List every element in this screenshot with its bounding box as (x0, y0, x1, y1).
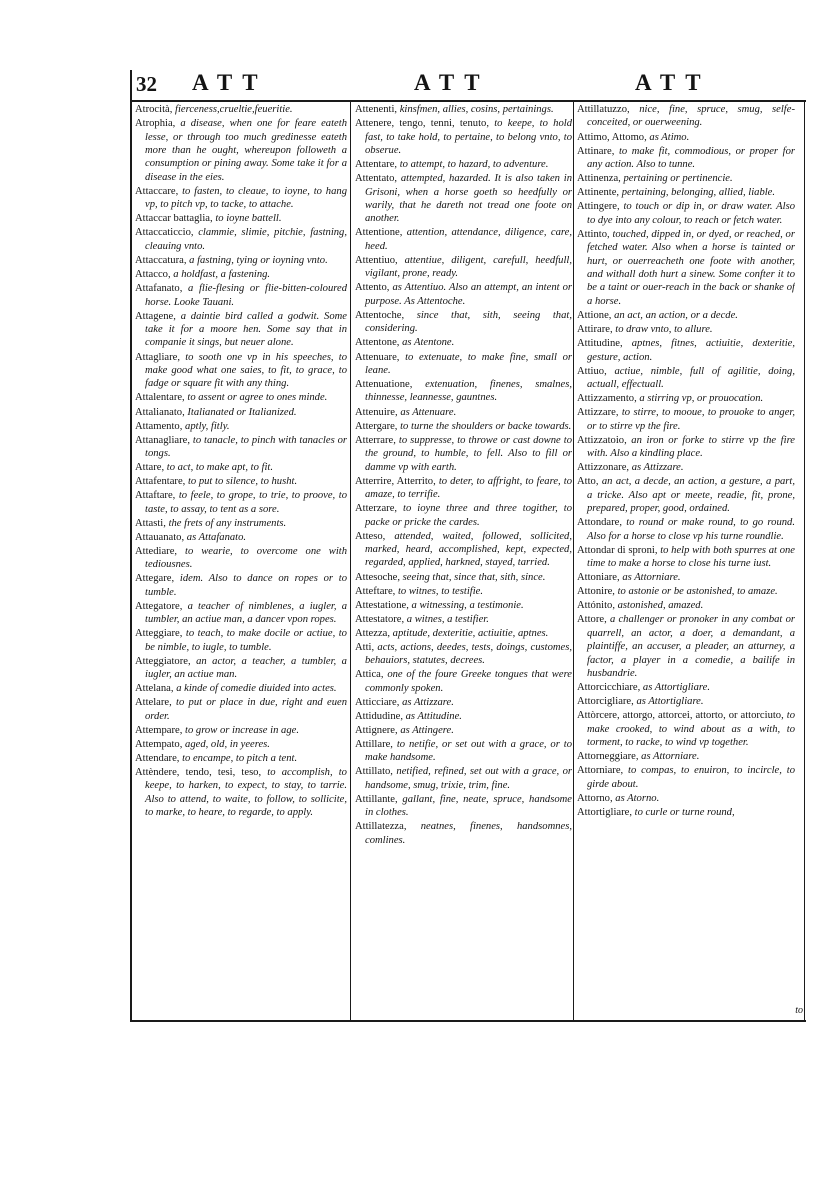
headword: Attelare, (135, 697, 172, 709)
dictionary-entry (577, 544, 795, 571)
definition: to curle or turne round, (634, 806, 735, 818)
definition: to put or place in due, right and euen order. (145, 697, 347, 722)
definition: fierceness,crueltie,feueritie. (175, 104, 293, 115)
definition: to stirre, to mooue, to prouoke to anger, or to stirre vp the fire. (587, 407, 795, 432)
headword: Attamento, (135, 420, 183, 432)
dictionary-entry (355, 724, 572, 737)
definition: pertaining or pertinencie. (623, 173, 733, 185)
dictionary-entry (355, 668, 572, 695)
headword: Attidudine, (355, 710, 403, 722)
headword: Attirare, (577, 324, 613, 335)
dictionary-entry (355, 117, 572, 157)
headword: Attica, (355, 669, 384, 681)
page-number: 32 (136, 72, 157, 96)
headword: Attalentare, (135, 392, 185, 404)
dictionary-entry (577, 323, 795, 336)
definition: one of the foure Greeke tongues that were commonly spoken. (365, 669, 572, 694)
dictionary-entry (577, 792, 795, 805)
headword: Attesoche, (355, 571, 401, 583)
definition: clammie, slimie, pitchie, fastning, cleauing vnto. (145, 227, 347, 252)
headword: Atrophia, (135, 118, 176, 130)
definition: to attempt, to hazard, to adventure. (399, 159, 549, 170)
headword: Attasti, (135, 517, 166, 529)
dictionary-entry (135, 475, 347, 488)
definition: to extenuate, to make fine, small or leane. (365, 351, 572, 376)
dictionary-entry (355, 103, 572, 116)
headword: Atterrire, Atterrito, (355, 475, 436, 487)
headword: Attinare, (577, 145, 615, 157)
definition: a holdfast, a fastening. (173, 269, 271, 280)
headword: Attentione, (355, 227, 403, 239)
dictionary-entry (355, 710, 572, 723)
dictionary-entry (577, 309, 795, 322)
dictionary-entry (135, 766, 347, 820)
dictionary-entry (577, 585, 795, 598)
dictionary-entry (355, 765, 572, 792)
dictionary-entry (577, 365, 795, 392)
definition: a disease, when one for feare eateth lesse, or through too much gredinesse eateth more than he ought, whereupon followeth a consumption or pining away. Some take it for a disease in the eies. (145, 118, 347, 183)
headword: Attinenza, (577, 173, 621, 185)
definition: as Attorniare. (641, 751, 700, 763)
definition: attentiue, diligent, carefull, heedfull, vigilant, prone, ready. (365, 254, 572, 280)
headword: Attizzare, (577, 407, 619, 419)
column-3 (577, 103, 795, 1018)
dictionary-entry (135, 391, 347, 404)
headword: Attentato, (355, 173, 398, 185)
headword: Attenenti, (355, 104, 398, 115)
definition: an iron or forke to stirre vp the fire with. Also a kindling place. (587, 434, 795, 460)
running-title-left: ATT (192, 70, 268, 95)
definition: to suppresse, to throwe or cast downe to the ground, to humble, to fell. Also to fill or damme vp with earth. (365, 434, 572, 473)
headword: Attónito, (577, 600, 615, 612)
headword: Attenere, tengo, tenni, tenuto, (355, 118, 489, 130)
headword: Attinto, (577, 228, 610, 240)
headword: Atti, (355, 641, 375, 653)
column-rule-1 (350, 100, 351, 1022)
definition: a daintie bird called a godwit. Some take it for a moore hen. Some say that in companie it sings, but neuer alone. (145, 310, 347, 349)
definition: to touch or dip in, or draw water. Also to dye into any colour, to reach or fetch water. (587, 201, 795, 226)
headword: Attoniare, (577, 572, 620, 584)
definition: actiue, nimble, full of agilitie, doing, actuall, effectuall. (587, 365, 795, 390)
definition: an act, a decde, an action, a gesture, a part, a tricke. Also apt or meete, readie, fit, prone, prepared, proper, good, ordained. (587, 476, 795, 515)
definition: to assent or agree to ones minde. (187, 392, 328, 404)
dictionary-entry (135, 682, 347, 695)
headword: Attagene, (135, 310, 176, 322)
headword: Attizzonare, (577, 462, 630, 474)
dictionary-entry (577, 764, 795, 791)
headword: Attempato, (135, 738, 183, 750)
dictionary-entry (135, 572, 347, 599)
dictionary-entry (135, 696, 347, 723)
dictionary-entry (577, 103, 795, 130)
definition: to encampe, to pitch a tent. (182, 752, 298, 764)
headword: Attafentare, (135, 476, 186, 488)
column-rule-2 (573, 100, 574, 1022)
headword: Attenuire, (355, 406, 398, 418)
dictionary-entry (355, 309, 572, 336)
dictionary-entry (135, 655, 347, 682)
headword: Attonire, (577, 586, 615, 598)
definition: aged, old, in yeeres. (185, 738, 270, 750)
dictionary-entry (355, 172, 572, 226)
definition: aptitude, dexteritie, actiuitie, aptnes. (392, 627, 549, 639)
dictionary-entry (577, 228, 795, 309)
headword: Attento, (355, 282, 390, 294)
headword: Attalianato, (135, 406, 185, 418)
dictionary-entry (135, 752, 347, 765)
definition: gallant, fine, neate, spruce, handsome in clothes. (365, 793, 572, 819)
definition: Italianated or Italianized. (187, 406, 297, 418)
headword: Attestatione, (355, 599, 409, 611)
dictionary-entry (577, 392, 795, 405)
headword: Attondare, (577, 517, 623, 529)
definition: as Attizzare. (631, 462, 684, 474)
dictionary-entry (577, 434, 795, 461)
definition: as Attorniare. (622, 572, 681, 584)
dictionary-entry (355, 585, 572, 598)
definition: as Attentiuo. Also an attempt, an intent or purpose. As Attentoche. (365, 282, 572, 307)
definition: to keepe, to hold fast, to take hold, to pertaine, to belong vnto, to obserue. (365, 118, 572, 156)
dictionary-entry (135, 185, 347, 212)
dictionary-entry (135, 627, 347, 654)
definition: aptly, fitly. (185, 420, 230, 432)
left-border-rule (130, 70, 132, 1022)
headword: Attagliare, (135, 351, 181, 363)
dictionary-entry (577, 695, 795, 708)
headword: Attendare, (135, 752, 180, 764)
definition: as Atorno. (615, 792, 660, 804)
definition: attended, waited, followed, sollicited, marked, heard, accomplished, kept, expected, regarded, applied, harkned, stayed, tarried. (365, 530, 572, 569)
headword: Attentone, (355, 337, 400, 349)
dictionary-entry (135, 461, 347, 474)
dictionary-entry (355, 530, 572, 570)
headword: Attanagliare, (135, 434, 191, 446)
dictionary-entry (577, 406, 795, 433)
headword: Attòrcere, attorgo, attorcei, attorto, or attorciuto, (577, 710, 784, 722)
dictionary-entry (577, 172, 795, 185)
definition: to turne the shoulders or backe towards. (400, 420, 572, 432)
definition: as Attenuare. (400, 406, 457, 418)
dictionary-entry (135, 268, 347, 281)
dictionary-entry (577, 709, 795, 749)
headword: Attare, (135, 462, 165, 474)
headword: Attizzatoio, (577, 434, 627, 446)
dictionary-entry (135, 117, 347, 184)
headword: Attegatore, (135, 600, 183, 612)
definition: to feele, to grope, to trie, to proove, to taste, to assay, to tent as a sore. (145, 490, 347, 515)
running-title-center: ATT (414, 70, 490, 95)
dictionary-entry (135, 310, 347, 350)
definition: since that, sith, seeing that, considering. (365, 309, 572, 335)
dictionary-entry (355, 158, 572, 171)
headword: Attorcicchiare, (577, 682, 641, 694)
headword: Attèndere, tendo, tesi, teso, (135, 766, 262, 778)
definition: to tanacle, to pinch with tanacles or tongs. (145, 434, 347, 460)
definition: to accomplish, to keepe, to harken, to expect, to stay, to tarrie. Also to attend, to waite, to follow, to sollicite, to marke, to heare, to regarde, to apply. (145, 766, 347, 819)
headword: Attempare, (135, 724, 183, 736)
dictionary-entry (577, 131, 795, 144)
definition: a flie-flesing or flie-bitten-coloured horse. Looke Tauani. (145, 283, 347, 308)
headword: Attizzamento, (577, 393, 637, 405)
dictionary-entry (355, 738, 572, 765)
headword: Attentiuo, (355, 254, 398, 266)
dictionary-entry (135, 406, 347, 419)
definition: a kinde of comedie diuided into actes. (176, 683, 337, 695)
dictionary-entry (577, 681, 795, 694)
headword: Attione, (577, 309, 612, 321)
definition: to witnes, to testifie. (397, 585, 483, 597)
dictionary-entry (577, 475, 795, 515)
definition: a challenger or pronoker in any combat or quarrell, an actor, a doer, a demandant, a plaintiffe, an accuser, a pleader, an atturney, a factor, a player in a comedie, a bailife in husbandrie. (587, 614, 795, 680)
dictionary-entry (135, 434, 347, 461)
definition: an actor, a teacher, a tumbler, a iugler, an actiue man. (145, 655, 347, 681)
headword: Attenuatione, (355, 379, 413, 390)
headword: Attaccar battaglia, (135, 213, 213, 225)
dictionary-entry (577, 337, 795, 364)
headword: Attortigliare, (577, 806, 633, 818)
dictionary-entry (577, 516, 795, 543)
dictionary-entry (135, 103, 347, 116)
definition: as Attortigliare. (636, 696, 704, 708)
dictionary-entry (577, 750, 795, 763)
dictionary-entry (355, 696, 572, 709)
definition: to act, to make apt, to fit. (166, 462, 273, 474)
dictionary-entry (355, 351, 572, 378)
definition: the frets of any instruments. (168, 517, 287, 529)
definition: to round or make round, to go round. Also for a horse to close vp his turne roundlie. (587, 517, 795, 542)
dictionary-entry (355, 254, 572, 281)
definition: as Attingere. (400, 724, 454, 736)
dictionary-entry (135, 351, 347, 391)
dictionary-entry (355, 641, 572, 668)
definition: to ioyne three and three togither, to packe or pricke the cardes. (365, 503, 572, 528)
definition: to netifie, or set out with a grace, or to make handsome. (365, 738, 572, 764)
definition: aptnes, fitnes, actiuitie, dexteritie, gesture, action. (587, 338, 795, 363)
dictionary-entry (135, 226, 347, 253)
definition: extenuation, finenes, smalnes, thinnesse, leannesse, gauntnes. (365, 379, 572, 404)
headword: Attignere, (355, 724, 398, 736)
definition: to make crooked, to wind about as a with, to torment, to racke, to wind vp together. (587, 710, 795, 749)
definition: a teacher of nimblenes, a iugler, a tumbler, an actiue man, a dancer vpon ropes. (145, 600, 347, 626)
headword: Attaccaticcio, (135, 227, 194, 239)
headword: Attacco, (135, 269, 171, 280)
running-title-right: ATT (635, 70, 711, 95)
dictionary-entry (135, 531, 347, 544)
headword: Attiuo, (577, 365, 607, 377)
headword: Attelana, (135, 683, 174, 695)
headword: Attorcigliare, (577, 696, 634, 708)
definition: to make fit, commodious, or proper for any action. Also to tunne. (587, 145, 795, 170)
dictionary-entry (135, 724, 347, 737)
headword: Attillatuzzo, (577, 104, 630, 115)
headword: Atteggiare, (135, 628, 183, 640)
dictionary-entry (577, 186, 795, 199)
dictionary-entry (135, 738, 347, 751)
definition: to sooth one vp in his speeches, to make good what one saies, to fit, to grace, to fadge or square fit with any thing. (145, 351, 347, 390)
dictionary-entry (577, 145, 795, 172)
definition: an act, an action, or a decde. (614, 309, 738, 321)
headword: Atteso, (355, 530, 386, 542)
header-rule (130, 100, 806, 102)
definition: touched, dipped in, or dyed, or reached, or fetched water. Also when a horse is tainted or hurt, or ouerreacheth one foote with another, and withall doth hurt a sinew. Some confter it to be a taint or ouer-reach in the back or shanke of a horse. (587, 228, 795, 307)
headword: Attauanato, (135, 531, 185, 543)
dictionary-entry (135, 212, 347, 225)
definition: to ioyne battell. (215, 213, 282, 225)
definition: neatnes, finenes, handsomnes, comlines. (365, 821, 572, 846)
headword: Attaccatura, (135, 254, 187, 266)
column-2 (355, 103, 572, 1018)
headword: Attillante, (355, 793, 398, 805)
definition: to compas, to enuiron, to incircle, to girde about. (587, 765, 795, 790)
dictionary-entry (135, 420, 347, 433)
definition: to deter, to affright, to feare, to amaze, to terrifie. (365, 475, 572, 500)
dictionary-entry (355, 406, 572, 419)
definition: to grow or increase in age. (185, 724, 299, 736)
headword: Attorniare, (577, 765, 624, 777)
headword: Attorno, (577, 792, 613, 804)
dictionary-entry (355, 599, 572, 612)
dictionary-entry (577, 200, 795, 227)
definition: nice, fine, spruce, smug, selfe-conceited, or ouerweening. (587, 104, 795, 129)
definition: to draw vnto, to allure. (615, 324, 713, 335)
definition: to teach, to make docile or actiue, to be nimble, to iugle, to tumble. (145, 628, 347, 653)
definition: as Atimo. (649, 131, 690, 143)
dictionary-entry (355, 475, 572, 502)
dictionary-entry (135, 282, 347, 309)
dictionary-entry (135, 545, 347, 572)
definition: netified, refined, set out with a grace, or handsome, smug, trixie, trim, fine. (365, 766, 572, 791)
headword: Attafanato, (135, 283, 183, 295)
headword: Attestatore, (355, 613, 405, 625)
definition: to wearie, to overcome one with tediousnes. (145, 545, 347, 571)
definition: as Attortigliare. (642, 682, 710, 694)
headword: Attondar di sproni, (577, 544, 658, 556)
dictionary-entry (577, 599, 795, 612)
headword: Attingere, (577, 201, 620, 213)
headword: Attore, (577, 614, 607, 626)
headword: Atterzare, (355, 503, 398, 515)
dictionary-entry (355, 226, 572, 253)
dictionary-entry (355, 793, 572, 820)
headword: Attinente, (577, 187, 620, 199)
definition: acts, actions, deedes, tests, doings, customes, behauiors, statutes, decrees. (365, 641, 572, 667)
dictionary-entry (577, 613, 795, 680)
definition: as Atentone. (402, 337, 455, 349)
dictionary-entry (577, 571, 795, 584)
definition: to help with both spurres at one time to make a horse to close his turne iust. (587, 544, 795, 570)
headword: Attaccare, (135, 185, 179, 197)
definition: attempted, hazarded. It is also taken in Grisoni, when a horse goeth so heedfully or warily, that he dareth not tread one foote on another. (365, 173, 572, 225)
definition: a stirring vp, or prouocation. (639, 393, 764, 405)
headword: Attaftare, (135, 490, 176, 502)
dictionary-entry (135, 254, 347, 267)
dictionary-entry (355, 378, 572, 405)
definition: a witnes, a testifier. (406, 613, 489, 625)
definition: kinsfmen, allies, cosins, pertainings. (399, 104, 554, 115)
headword: Attillato, (355, 766, 393, 778)
definition: a fastning, tying or ioyning vnto. (189, 254, 328, 266)
definition: as Attizzare. (402, 696, 454, 708)
dictionary-entry (355, 613, 572, 626)
headword: Attentare, (355, 159, 398, 170)
dictionary-entry (135, 517, 347, 530)
dictionary-entry (135, 489, 347, 516)
definition: to astonie or be astonished, to amaze. (617, 586, 778, 598)
dictionary-entry (355, 420, 572, 433)
definition: a witnessing, a testimonie. (411, 599, 524, 611)
dictionary-entry (355, 336, 572, 349)
headword: Atteggiatore, (135, 655, 191, 667)
definition: as Attitudine. (405, 710, 462, 722)
headword: Attergare, (355, 420, 398, 432)
headword: Attediare, (135, 545, 178, 557)
column-1 (135, 103, 347, 1018)
definition: seeing that, since that, sith, since. (402, 571, 546, 583)
headword: Attenuare, (355, 351, 400, 363)
dictionary-entry (135, 600, 347, 627)
headword: Atteftare, (355, 585, 396, 597)
definition: to fasten, to cleaue, to ioyne, to hang vp, to pitch vp, to tacke, to attache. (145, 185, 347, 211)
definition: idem. Also to dance on ropes or to tumble. (145, 573, 347, 598)
dictionary-entry (355, 627, 572, 640)
headword: Atticciare, (355, 696, 400, 708)
headword: Attentoche, (355, 309, 405, 321)
footer-rule (130, 1020, 806, 1022)
dictionary-entry (355, 820, 572, 847)
dictionary-entry (355, 281, 572, 308)
definition: astonished, amazed. (617, 600, 704, 612)
definition: attention, attendance, diligence, care, heed. (365, 227, 572, 252)
definition: pertaining, belonging, allied, liable. (621, 187, 776, 199)
headword: Attimo, Attomo, (577, 131, 647, 143)
dictionary-entry (577, 461, 795, 474)
headword: Attillare, (355, 738, 393, 750)
dictionary-entry (355, 502, 572, 529)
definition: to put to silence, to husht. (187, 476, 298, 488)
headword: Attegare, (135, 573, 175, 585)
headword: Atrocità, (135, 104, 173, 115)
headword: Attitudine, (577, 338, 623, 350)
dictionary-entry (355, 434, 572, 474)
definition: as Attafanato. (186, 531, 247, 543)
headword: Attezza, (355, 627, 390, 639)
dictionary-entry (577, 806, 795, 819)
page-header (130, 70, 805, 100)
catchword: to (795, 1005, 803, 1016)
headword: Atto, (577, 476, 599, 488)
headword: Atterrare, (355, 434, 396, 446)
headword: Attillatezza, (355, 821, 407, 833)
dictionary-entry (355, 571, 572, 584)
headword: Attorneggiare, (577, 751, 639, 763)
right-border-rule (804, 100, 805, 1022)
